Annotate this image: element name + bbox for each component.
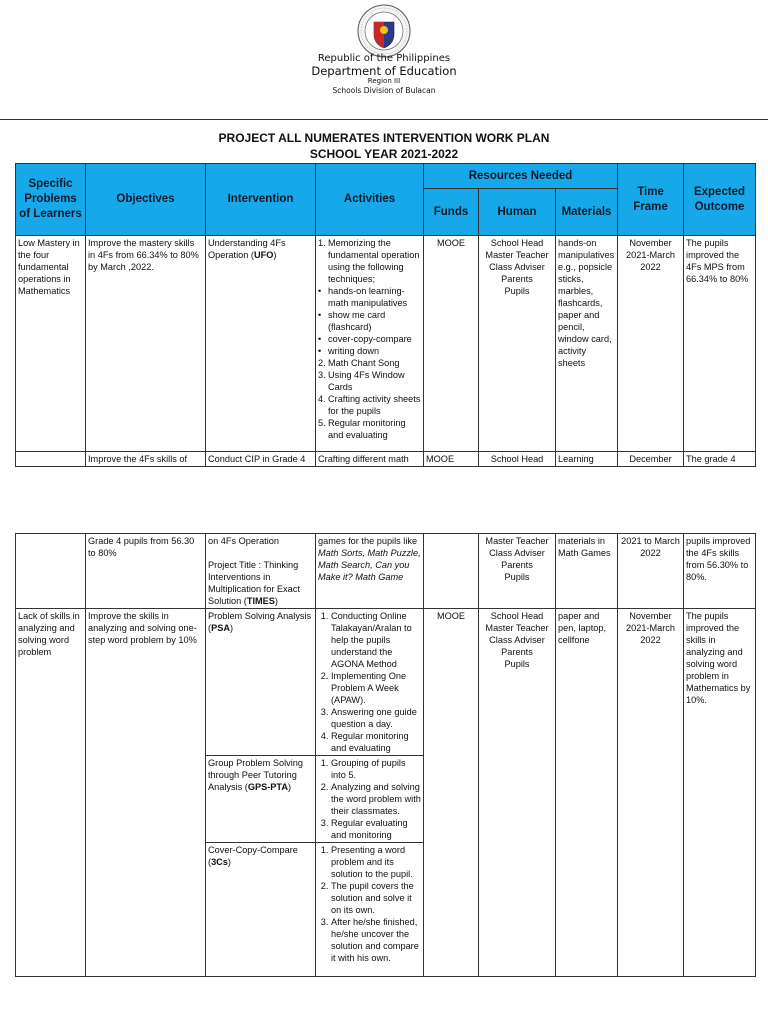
activity-item: 3. Regular evaluating and monitoring <box>331 817 421 841</box>
human-cell: School Head <box>479 452 556 467</box>
materials-cell: Learning <box>556 452 618 467</box>
materials-cell: hands-on manipulatives e.g., popsicle sticks, marbles, flashcards, paper and pencil, window card, activity sheets <box>556 236 618 452</box>
intervention-close: ) <box>273 250 277 260</box>
intervention-text: Understanding 4Fs Operation ( <box>208 238 286 260</box>
activity-text: show me card (flashcard) <box>328 310 386 332</box>
col-resources: Resources Needed <box>424 164 618 189</box>
deped-seal-icon <box>357 4 411 58</box>
bullet-icon: • <box>318 310 322 320</box>
intervention-cell <box>206 236 316 452</box>
human-cell <box>479 236 556 452</box>
intervention-cell <box>206 756 316 843</box>
human-list <box>481 610 553 670</box>
activity-item <box>318 237 421 285</box>
human-resource-item: Master Teacher <box>485 623 549 633</box>
activities-cell: Crafting different math <box>316 452 424 467</box>
activity-item: 2. Analyzing and solving the word problem with their classmates. <box>331 781 421 817</box>
activity-item <box>318 309 421 333</box>
table-row <box>16 609 756 756</box>
intervention-code: PSA <box>211 623 230 633</box>
intervention-cell <box>206 609 316 756</box>
funds-cell: MOOE <box>424 236 479 452</box>
header-region: Region III <box>367 77 401 85</box>
outcome-cell: The grade 4 <box>684 452 756 467</box>
col-activities: Activities <box>316 164 424 236</box>
activity-number: 2. <box>318 358 326 368</box>
materials-cell: materials in Math Games <box>556 534 618 609</box>
activities-list <box>318 610 421 754</box>
objective-cell: Improve the skills in analyzing and solving one-step word problem by 10% <box>86 609 206 977</box>
human-resource-item: Parents <box>501 560 533 570</box>
activities-cell <box>316 236 424 452</box>
objective-cell: Grade 4 pupils from 56.30 to 80% <box>86 534 206 609</box>
project-close: ) <box>274 596 278 606</box>
human-list <box>481 535 553 583</box>
human-resource-item: Class Adviser <box>489 262 545 272</box>
header-republic: Republic of the Philippines <box>317 53 451 64</box>
plan-title: PROJECT ALL NUMERATES INTERVENTION WORK PLAN <box>218 131 550 145</box>
activity-item <box>318 369 421 393</box>
bullet-icon: • <box>318 286 322 296</box>
intervention-code: UFO <box>253 250 274 260</box>
problem-cell: Low Mastery in the four fundamental operations in Mathematics <box>16 236 86 452</box>
activity-number: 4. <box>318 394 326 404</box>
project-title-text: Project Title : Thinking Interventions in Multiplication for Exact Solution ( <box>208 560 300 606</box>
school-year: SCHOOL YEAR 2021-2022 <box>309 147 459 161</box>
outcome-cell: The pupils improved the skills in analyzing and solving word problem in Mathematics by 10%. <box>684 609 756 977</box>
problem-cell <box>16 452 86 467</box>
human-resource-item: Pupils <box>504 286 530 296</box>
intervention-close: ) <box>229 623 234 633</box>
activity-item <box>318 345 421 357</box>
header-divider <box>0 119 768 120</box>
header-row <box>16 164 756 189</box>
human-resource-item: Pupils <box>504 659 530 669</box>
activities-games: Math Sorts, Math Puzzle, Math Search, Can you Make it? Math Game <box>318 548 421 582</box>
funds-cell: MOOE <box>424 452 479 467</box>
activity-number: 1. <box>318 238 326 248</box>
activity-text: Using 4Fs Window Cards <box>328 370 405 392</box>
header-division: Schools Division of Bulacan <box>332 86 436 95</box>
activity-text: cover-copy-compare <box>328 334 412 344</box>
activity-item <box>318 417 421 441</box>
intervention-text: Group Problem Solving through Peer Tutoring Analysis ( <box>208 758 303 792</box>
human-resource-item: Master Teacher <box>485 536 549 546</box>
activity-text: Memorizing the fundamental operation using the following techniques; <box>328 238 420 284</box>
activity-item: 4. Regular monitoring and evaluating <box>331 730 421 754</box>
intervention-code: 3Cs <box>211 857 228 867</box>
col-human: Human <box>479 189 556 236</box>
intervention-cell: Conduct CIP in Grade 4 <box>206 452 316 467</box>
intervention-text: Problem Solving Analysis ( <box>208 611 312 633</box>
activities-list <box>318 757 421 841</box>
activity-item: 2. Implementing One Problem A Week (APAW). <box>331 670 421 706</box>
table-row <box>16 534 756 609</box>
human-resource-item: Master Teacher <box>485 250 549 260</box>
activities-text: games for the pupils like <box>318 536 418 546</box>
activities-cell <box>316 609 424 756</box>
intervention-close: ) <box>227 857 231 867</box>
header-department: Department of Education <box>311 64 457 78</box>
time-cell: 2021 to March 2022 <box>618 534 684 609</box>
activity-number: 5. <box>318 418 326 428</box>
human-cell <box>479 534 556 609</box>
activity-text: Math Chant Song <box>328 358 400 368</box>
intervention-cell <box>206 843 316 977</box>
bullet-icon: • <box>318 346 322 356</box>
col-time: Time Frame <box>618 164 684 236</box>
intervention-cell <box>206 534 316 609</box>
funds-cell: MOOE <box>424 609 479 977</box>
col-problems: Specific Problems of Learners <box>16 164 86 236</box>
page-two <box>0 500 768 1024</box>
outcome-cell: pupils improved the 4Fs skills from 56.30% to 80%. <box>684 534 756 609</box>
col-funds: Funds <box>424 189 479 236</box>
activities-cell <box>316 843 424 977</box>
human-resource-item: Parents <box>501 647 533 657</box>
human-resource-item: School Head <box>490 611 544 621</box>
activity-item: 1. Conducting Online Talakayan/Aralan to help the pupils understand the AGONA Method <box>331 610 421 670</box>
activity-item <box>318 285 421 309</box>
problem-cell: Lack of skills in analyzing and solving word problem <box>16 609 86 977</box>
activity-item: 1. Presenting a word problem and its solution to the pupil. <box>331 844 421 880</box>
materials-cell: paper and pen, laptop, cellfone <box>556 609 618 977</box>
intervention-close: ) <box>287 782 292 792</box>
human-resource-item: School Head <box>490 238 544 248</box>
human-resource-item: Pupils <box>504 572 530 582</box>
intervention-code: GPS-PTA <box>247 782 288 792</box>
activity-text: writing down <box>328 346 380 356</box>
outcome-cell: The pupils improved the 4Fs MPS from 66.34% to 80% <box>684 236 756 452</box>
work-plan-table <box>15 163 756 467</box>
activity-item <box>318 393 421 417</box>
intervention-text: Cover-Copy-Compare ( <box>208 845 298 867</box>
activity-text: hands-on learning-math manipulatives <box>328 286 408 308</box>
activities-cell <box>316 534 424 609</box>
col-outcome: Expected Outcome <box>684 164 756 236</box>
work-plan-table-continued <box>15 533 756 977</box>
activities-list <box>318 237 421 441</box>
human-list <box>481 237 553 297</box>
activities-cell <box>316 756 424 843</box>
activity-item: 1. Grouping of pupils into 5. <box>331 757 421 781</box>
project-title <box>208 559 313 607</box>
objective-cell: Improve the mastery skills in 4Fs from 66.34% to 80% by March ,2022. <box>86 236 206 452</box>
page-one <box>0 0 768 480</box>
col-intervention: Intervention <box>206 164 316 236</box>
activity-item <box>318 333 421 345</box>
time-cell: November 2021-March 2022 <box>618 236 684 452</box>
human-resource-item: Class Adviser <box>489 548 545 558</box>
objective-cell: Improve the 4Fs skills of <box>86 452 206 467</box>
funds-cell <box>424 534 479 609</box>
bullet-icon: • <box>318 334 322 344</box>
activity-number: 3. <box>318 370 326 380</box>
problem-cell <box>16 534 86 609</box>
activity-text: Crafting activity sheets for the pupils <box>328 394 421 416</box>
human-resource-item: Parents <box>501 274 533 284</box>
time-cell: November 2021-March 2022 <box>618 609 684 977</box>
intervention-text: on 4Fs Operation <box>208 536 279 546</box>
time-cell: December <box>618 452 684 467</box>
human-cell <box>479 609 556 977</box>
activities-list <box>318 844 421 964</box>
human-resource-item: Class Adviser <box>489 635 545 645</box>
table-row <box>16 452 756 467</box>
activity-item: 2. The pupil covers the solution and solve it on its own. <box>331 880 421 916</box>
col-materials: Materials <box>556 189 618 236</box>
table-row <box>16 236 756 452</box>
activity-item: 3. Answering one guide question a day. <box>331 706 421 730</box>
activity-text: Regular monitoring and evaluating <box>328 418 406 440</box>
col-objectives: Objectives <box>86 164 206 236</box>
activity-item <box>318 357 421 369</box>
project-code: TIMES <box>246 596 275 606</box>
activity-item: 3. After he/she finished, he/she uncover the solution and compare it with his own. <box>331 916 421 964</box>
